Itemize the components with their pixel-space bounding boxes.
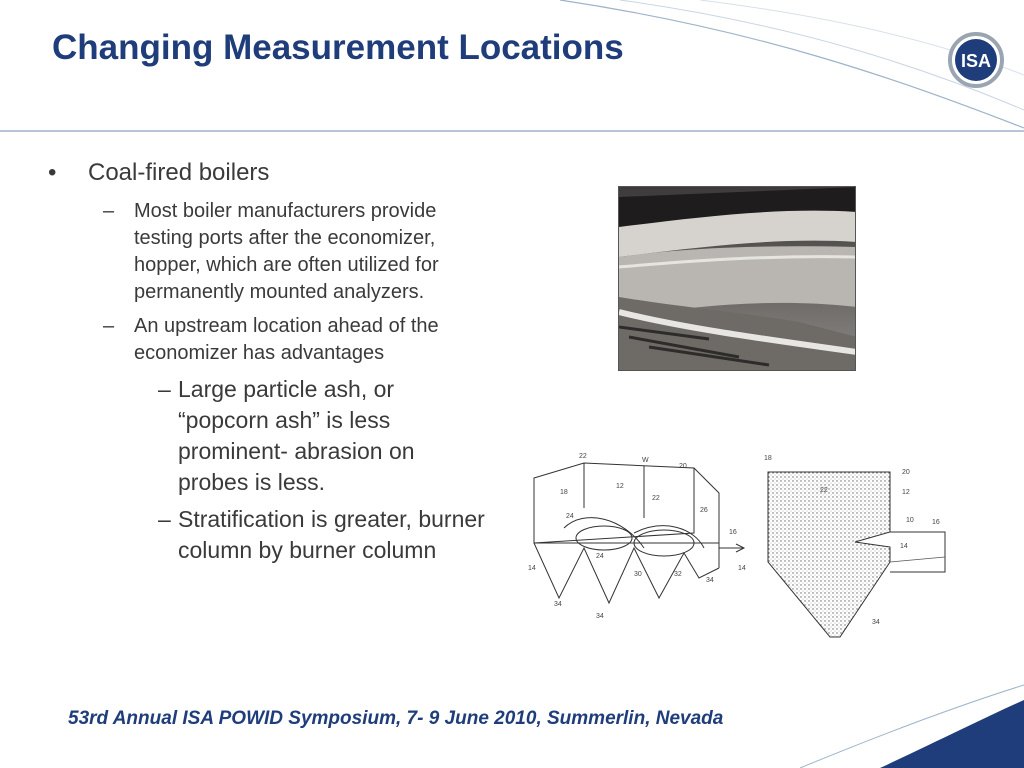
diagram-label: 16 (729, 529, 737, 536)
diagram-label: W (642, 457, 649, 464)
diagram-label: 18 (560, 489, 568, 496)
bullet-list (48, 158, 488, 572)
diagram-label: 20 (902, 469, 910, 476)
diagram-label: 22 (820, 487, 828, 494)
hopper-diagram-left (524, 448, 759, 623)
bullet-item (48, 374, 488, 498)
diagram-label: 24 (566, 513, 574, 520)
diagram-label: 10 (906, 517, 914, 524)
diagram-label: 14 (900, 543, 908, 550)
diagram-label: 16 (932, 519, 940, 526)
bullet-text: An upstream location ahead of the economizer has advantages (134, 315, 439, 364)
diagram-label: 34 (596, 613, 604, 620)
bullet-marker: – (103, 200, 115, 222)
diagram-label: 20 (679, 463, 687, 470)
bullet-marker: • (48, 159, 57, 186)
hopper-ash-photo (618, 186, 856, 371)
diagram-label: 14 (528, 565, 536, 572)
bullet-marker: – (103, 315, 115, 337)
isa-logo (946, 30, 1006, 90)
bullet-item (48, 313, 488, 367)
diagram-label: 32 (674, 571, 682, 578)
bullet-text: Most boiler manufacturers provide testing ports after the economizer, hopper, which are often utilized for permanently mounted analyzers. (134, 200, 439, 303)
diagram-label: 22 (579, 453, 587, 460)
slide-title: Changing Measurement Locations (52, 28, 624, 67)
bullet-item (48, 504, 488, 566)
hopper-diagram-right (760, 452, 950, 642)
diagram-label: 22 (652, 495, 660, 502)
bullet-marker: – (158, 506, 171, 532)
bullet-item (48, 198, 488, 306)
diagram-label: 30 (634, 571, 642, 578)
diagram-label: 34 (554, 601, 562, 608)
diagram-label: 34 (706, 577, 714, 584)
bullet-text: Large particle ash, or “popcorn ash” is less prominent- abrasion on probes is less. (178, 376, 415, 495)
diagram-label: 18 (764, 455, 772, 462)
bullet-text: Stratification is greater, burner column by burner column (178, 506, 485, 563)
isa-logo-text: ISA (960, 51, 992, 71)
diagram-label: 14 (738, 565, 746, 572)
bullet-text: Coal-fired boilers (88, 159, 270, 186)
diagram-label: 12 (902, 489, 910, 496)
bullet-marker: – (158, 376, 171, 402)
bullet-item (48, 158, 488, 188)
diagram-label: 24 (596, 553, 604, 560)
diagram-label: 34 (872, 619, 880, 626)
slide-footer: 53rd Annual ISA POWID Symposium, 7- 9 June 2010, Summerlin, Nevada (68, 708, 724, 729)
diagram-label: 26 (700, 507, 708, 514)
diagram-label: 12 (616, 483, 624, 490)
